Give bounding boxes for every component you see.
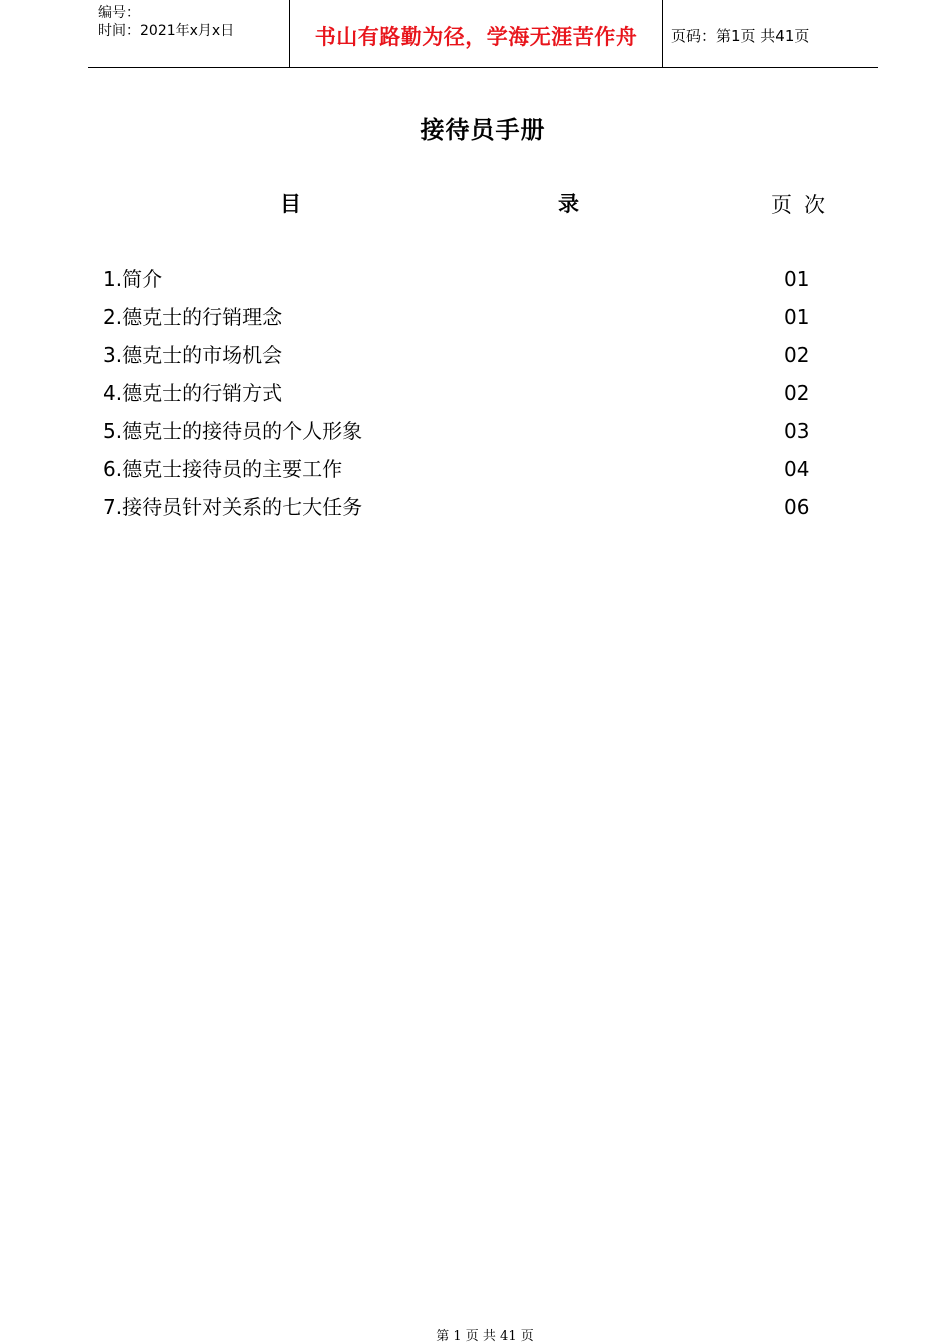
- toc-entry: [103, 260, 823, 298]
- toc-entry-label: 6.德克士接待员的主要工作: [103, 457, 343, 481]
- toc-entry-page: 06: [784, 495, 810, 519]
- toc-heading-mu: 目: [280, 192, 301, 216]
- toc-entry-page: 04: [784, 457, 810, 481]
- document-title: 接待员手册: [420, 116, 546, 144]
- toc-entry-label: 7.接待员针对关系的七大任务: [103, 495, 363, 519]
- toc-entry: [103, 374, 823, 412]
- toc-entry-page: 01: [784, 267, 810, 291]
- toc-entry-label: 4.德克士的行销方式: [103, 381, 283, 405]
- toc-heading-lu: 录: [558, 192, 579, 216]
- toc-entry-label: 2.德克士的行销理念: [103, 305, 283, 329]
- toc-entry-page: 01: [784, 305, 810, 329]
- date-label: 时间：2021年x月x日: [98, 23, 235, 39]
- page-header: [88, 0, 878, 68]
- toc-entry: [103, 298, 823, 336]
- toc-entry-page: 02: [784, 343, 810, 367]
- toc-entry-label: 1.简介: [103, 267, 163, 291]
- header-meta: [88, 0, 289, 67]
- header-motto-cell: [289, 0, 663, 67]
- toc-entry: [103, 412, 823, 450]
- page-footer: 第 1 页 共 41 页: [436, 1329, 534, 1344]
- toc-heading-page: 页次: [771, 193, 837, 217]
- toc-entry: [103, 450, 823, 488]
- serial-label: 编号：: [98, 5, 140, 21]
- toc-entry: [103, 488, 823, 526]
- toc-entry-label: 5.德克士的接待员的个人形象: [103, 419, 363, 443]
- toc-entry-label: 3.德克士的市场机会: [103, 343, 283, 367]
- toc-entry-page: 02: [784, 381, 810, 405]
- page-info-text: 页码：第1页 共41页: [671, 26, 810, 45]
- toc-entry: [103, 336, 823, 374]
- header-page-info: [663, 0, 878, 67]
- motto-text: 书山有路勤为径，学海无涯苦作舟: [314, 24, 638, 49]
- toc-entry-page: 03: [784, 419, 810, 443]
- table-of-contents: [103, 260, 823, 526]
